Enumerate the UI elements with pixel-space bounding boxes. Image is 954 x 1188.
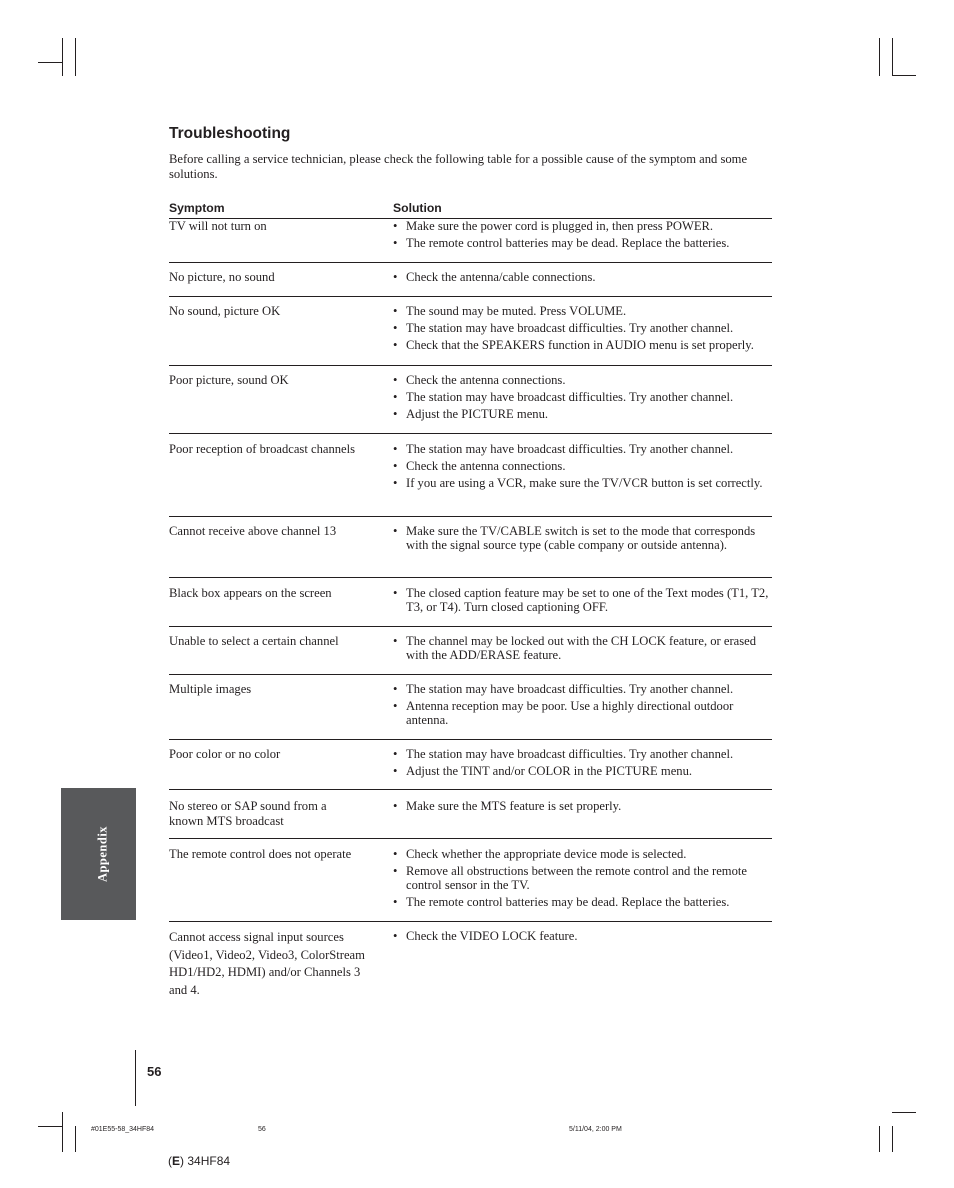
solution-list bbox=[393, 442, 773, 493]
solution-item: • Check that the SPEAKERS function in AUDIO menu is set properly. bbox=[393, 338, 773, 352]
table-row bbox=[169, 442, 772, 517]
margin-rule bbox=[135, 1050, 136, 1106]
solution-item: • Make sure the power cord is plugged in, then press POWER. bbox=[393, 219, 773, 233]
crop-mark bbox=[38, 62, 62, 63]
appendix-tab-label: Appendix bbox=[95, 825, 110, 883]
symptom-cell: Poor reception of broadcast channels bbox=[169, 442, 356, 456]
solution-item: • Make sure the TV/CABLE switch is set to the mode that corresponds with the signal source type (cable company or outside antenna). bbox=[393, 524, 773, 552]
solution-item: • The remote control batteries may be dead. Replace the batteries. bbox=[393, 236, 773, 250]
solution-list bbox=[393, 634, 773, 665]
solution-list bbox=[393, 270, 773, 287]
table-row bbox=[169, 524, 772, 578]
table-row bbox=[169, 373, 772, 434]
solution-item: • The station may have broadcast difficulties. Try another channel. bbox=[393, 442, 773, 456]
table-row bbox=[169, 929, 772, 999]
crop-mark bbox=[62, 38, 63, 76]
symptom-cell: Poor color or no color bbox=[169, 747, 281, 761]
symptom-cell: TV will not turn on bbox=[169, 219, 267, 233]
solution-item: • Adjust the TINT and/or COLOR in the PICTURE menu. bbox=[393, 764, 773, 778]
solution-item: • The sound may be muted. Press VOLUME. bbox=[393, 304, 773, 318]
footer-file-name: #01E55-58_34HF84 bbox=[91, 1126, 155, 1133]
crop-mark bbox=[62, 1112, 63, 1152]
table-row bbox=[169, 270, 772, 297]
solution-list bbox=[393, 586, 773, 617]
table-row bbox=[169, 799, 772, 839]
symptom-cell: No stereo or SAP sound from a known MTS broadcast bbox=[169, 799, 327, 828]
solution-item: • The station may have broadcast difficulties. Try another channel. bbox=[393, 747, 773, 761]
solution-item: • Antenna reception may be poor. Use a highly directional outdoor antenna. bbox=[393, 699, 773, 727]
symptom-cell: Black box appears on the screen bbox=[169, 586, 332, 600]
solution-item: • The remote control batteries may be dead. Replace the batteries. bbox=[393, 895, 773, 909]
model-label: (E) 34HF84 bbox=[168, 1154, 231, 1168]
crop-mark bbox=[879, 38, 880, 76]
table-row bbox=[169, 682, 772, 740]
solution-list bbox=[393, 304, 773, 355]
symptom-cell: Poor picture, sound OK bbox=[169, 373, 289, 387]
solution-item: • The closed caption feature may be set to one of the Text modes (T1, T2, T3, or T4). Turn closed captioning OFF. bbox=[393, 586, 773, 614]
crop-mark bbox=[38, 1126, 62, 1127]
solution-list bbox=[393, 929, 773, 946]
solution-item: • The station may have broadcast difficulties. Try another channel. bbox=[393, 390, 773, 404]
solution-item: • Check the antenna connections. bbox=[393, 373, 773, 387]
crop-mark bbox=[75, 1126, 76, 1152]
solution-item: • Check the antenna/cable connections. bbox=[393, 270, 773, 284]
table-row bbox=[169, 304, 772, 366]
symptom-cell: No picture, no sound bbox=[169, 270, 275, 284]
footer-datetime: 5/11/04, 2:00 PM bbox=[569, 1126, 622, 1133]
symptom-cell: The remote control does not operate bbox=[169, 847, 352, 861]
solution-list bbox=[393, 373, 773, 424]
page-number: 56 bbox=[147, 1064, 162, 1079]
model-number: 34HF84 bbox=[187, 1154, 231, 1168]
table-row bbox=[169, 634, 772, 675]
table-row bbox=[169, 847, 772, 922]
crop-mark bbox=[892, 75, 916, 76]
crop-mark bbox=[892, 1112, 916, 1113]
solution-item: • Remove all obstructions between the remote control and the remote control sensor in the TV. bbox=[393, 864, 773, 892]
solution-item: • Check whether the appropriate device mode is selected. bbox=[393, 847, 773, 861]
table-row bbox=[169, 586, 772, 627]
crop-mark bbox=[879, 1126, 880, 1152]
crop-mark bbox=[892, 38, 893, 76]
solution-item: • The channel may be locked out with the CH LOCK feature, or erased with the ADD/ERASE feature. bbox=[393, 634, 773, 662]
table-row bbox=[169, 747, 772, 790]
symptom-cell: Unable to select a certain channel bbox=[169, 634, 339, 648]
footer-page: 56 bbox=[258, 1126, 266, 1133]
solution-column-header: Solution bbox=[393, 201, 442, 215]
solution-list bbox=[393, 219, 773, 253]
model-code: E bbox=[172, 1154, 181, 1168]
solution-list bbox=[393, 799, 773, 816]
solution-list bbox=[393, 847, 773, 912]
solution-item: • The station may have broadcast difficulties. Try another channel. bbox=[393, 321, 773, 335]
crop-mark bbox=[892, 1126, 893, 1152]
symptom-cell: Cannot access signal input sources (Video1, Video2, Video3, ColorStream HD1/HD2, HDMI) and/or Channels 3 and 4. bbox=[169, 930, 365, 997]
solution-item: • The station may have broadcast difficulties. Try another channel. bbox=[393, 682, 773, 696]
symptom-cell: Multiple images bbox=[169, 682, 252, 696]
solution-list bbox=[393, 747, 773, 781]
table-row bbox=[169, 219, 772, 263]
solution-item: • Make sure the MTS feature is set properly. bbox=[393, 799, 773, 813]
crop-mark bbox=[75, 38, 76, 76]
solution-item: • Check the antenna connections. bbox=[393, 459, 773, 473]
symptom-cell: Cannot receive above channel 13 bbox=[169, 524, 337, 538]
symptom-cell: No sound, picture OK bbox=[169, 304, 281, 318]
intro-text: Before calling a service technician, please check the following table for a possible cause of the symptom and some solutions. bbox=[169, 152, 748, 181]
solution-item: • Adjust the PICTURE menu. bbox=[393, 407, 773, 421]
solution-list bbox=[393, 524, 773, 555]
solution-item: • Check the VIDEO LOCK feature. bbox=[393, 929, 773, 943]
solution-item: • If you are using a VCR, make sure the TV/VCR button is set correctly. bbox=[393, 476, 773, 490]
symptom-column-header: Symptom bbox=[169, 201, 225, 215]
solution-list bbox=[393, 682, 773, 730]
page-title: Troubleshooting bbox=[169, 125, 291, 142]
